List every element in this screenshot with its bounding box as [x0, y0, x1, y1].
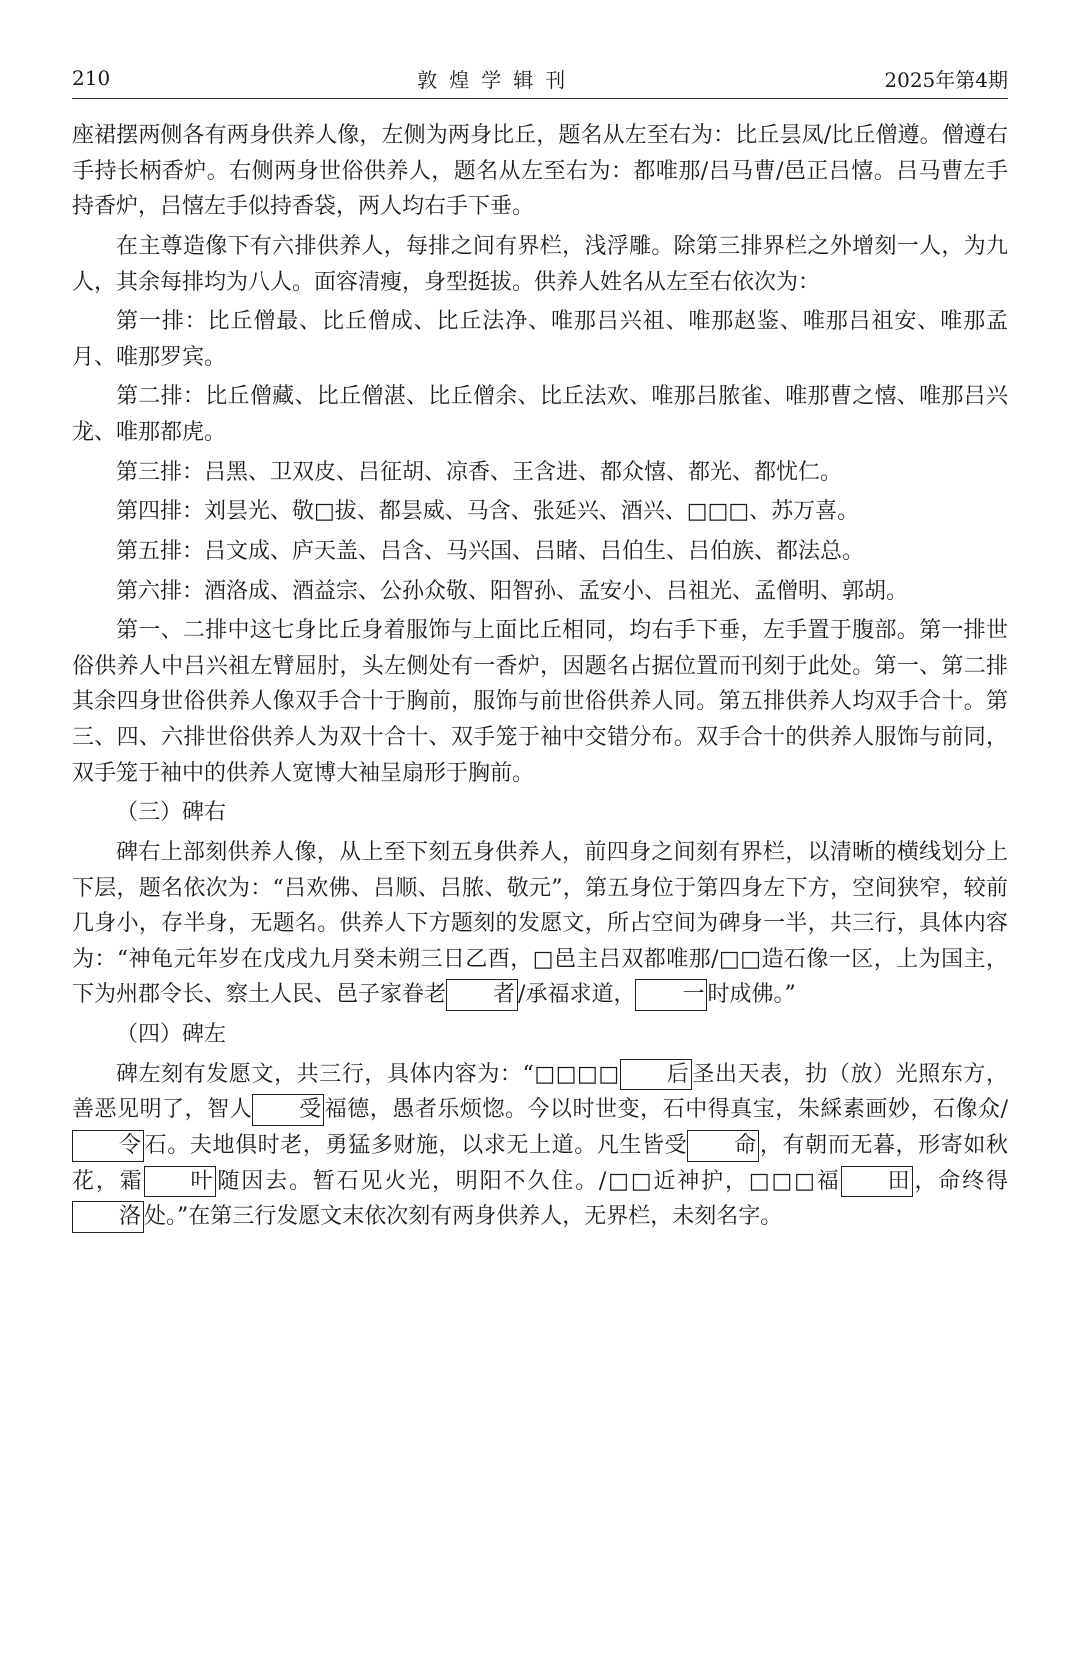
paragraph: 在主尊造像下有六排供养人，每排之间有界栏，浅浮雕。除第三排界栏之外增刻一人，为九人，其余每排均为八人。面容清瘦，身型挺拔。供养人姓名从左至右依次为： [72, 233, 1008, 295]
text-run: ，命终得 [912, 1168, 1008, 1194]
article-body [72, 118, 1008, 1235]
text-run: 碑右上部刻供养人像，从上至下刻五身供养人，前四身之间刻有界栏，以清晰的横线划分上下层，题名依次为：“吕欢佛、吕顺、吕脓、敬元”，第五身位于第四身左下方，空间狭窄，较前几身小，存半身，无题名。供养人下方题刻的发愿文，所占空间为碑身一半，共三行，具体内容为：“神龟元年岁在戊戌九月癸未朔三日乙酉，□邑主吕双都唯那/□□造石像一区，上为国主，下为州郡令长、察土人民、邑子家眷老 [72, 839, 1008, 1008]
boxed-character: 叶 [144, 1166, 216, 1198]
boxed-character: 受 [252, 1094, 324, 1126]
text-run: 圣出天表，扐（放）光照东方，善恶见明了，智人 [72, 1061, 1008, 1123]
boxed-character: 令 [72, 1130, 144, 1162]
paragraph: 第一、二排中这七身比丘身着服饰与上面比丘相同，均右手下垂，左手置于腹部。第一排世俗供养人中吕兴祖左臂屈肘，头左侧处有一香炉，因题名占据位置而刊刻于此处。第一、第二排其余四身世俗供养人像双手合十于胸前，服饰与前世俗供养人同。第五排供养人均双手合十。第三、四、六排世俗供养人为双十合十、双手笼于袖中交错分布。双手合十的供养人服饰与前同，双手笼于袖中的供养人宽博大袖呈扇形于胸前。 [72, 618, 1008, 786]
text-run: 时成佛。” [707, 982, 796, 1008]
text-run: 随因去。暂石见火光，明阳不久住。/□□近神护，□□□福 [215, 1168, 841, 1194]
journal-title: 敦煌学辑刊 [417, 67, 578, 92]
paragraph [72, 1057, 1008, 1235]
section-heading: （三）碑右 [116, 800, 227, 826]
paragraph: 第四排：刘昙光、敬□拔、都昙威、马含、张延兴、酒兴、□□□、苏万喜。 [116, 499, 860, 525]
paragraph [72, 835, 1008, 1013]
issue-label: 2025年第4期 [884, 67, 1008, 92]
boxed-character: 后 [620, 1059, 692, 1091]
paragraph: 座裙摆两侧各有两身供养人像，左侧为两身比丘，题名从左至右为：比丘昙凤/比丘僧遵。僧遵右手持长柄香炉。右侧两身世俗供养人，题名从左至右为：都唯那/吕马曹/邑正吕憘。吕马曹左手持香炉，吕憘左手似持香袋，两人均右手下垂。 [72, 123, 1008, 220]
text-run: ，有朝而无暮，形寄如秋花，霜 [72, 1132, 1008, 1194]
page-number: 210 [72, 66, 111, 90]
paragraph: 第五排：吕文成、庐天盖、吕含、马兴国、吕睹、吕伯生、吕伯族、都法总。 [116, 538, 865, 564]
section-heading: （四）碑左 [116, 1022, 227, 1047]
boxed-character: 洛 [72, 1201, 144, 1233]
boxed-character: 一 [635, 979, 707, 1011]
text-run: 碑左刻有发愿文，共三行，具体内容为：“□□□□ [116, 1061, 620, 1087]
text-run: /承福求道， [518, 982, 636, 1008]
boxed-character: 田 [841, 1166, 913, 1198]
paragraph: 第六排：酒洛成、酒益宗、公孙众敬、阳智孙、孟安小、吕祖光、孟僧明、郭胡。 [116, 578, 909, 604]
running-header [72, 58, 1008, 99]
boxed-character: 者 [446, 979, 518, 1011]
text-run: 石。夫地俱时老，勇猛多财施，以求无上道。凡生皆受 [144, 1132, 688, 1158]
paragraph: 第三排：吕黑、卫双皮、吕征胡、凉香、王含进、都众憘、都光、都忧仁。 [116, 459, 843, 485]
paragraph: 第一排：比丘僧最、比丘僧成、比丘法净、唯那吕兴祖、唯那赵鉴、唯那吕祖安、唯那孟月、唯那罗宾。 [72, 309, 1008, 370]
paragraph: 第二排：比丘僧藏、比丘僧湛、比丘僧余、比丘法欢、唯那吕脓雀、唯那曹之憘、唯那吕兴龙、唯那都虎。 [72, 384, 1008, 445]
text-run: 福德，愚者乐烦惚。今以时世变，石中得真宝，朱綵素画妙，石像众/ [324, 1097, 1008, 1123]
text-run: 处。”在第三行发愿文末依次刻有两身供养人，无界栏，未刻名字。 [144, 1204, 783, 1230]
boxed-character: 命 [687, 1130, 759, 1162]
